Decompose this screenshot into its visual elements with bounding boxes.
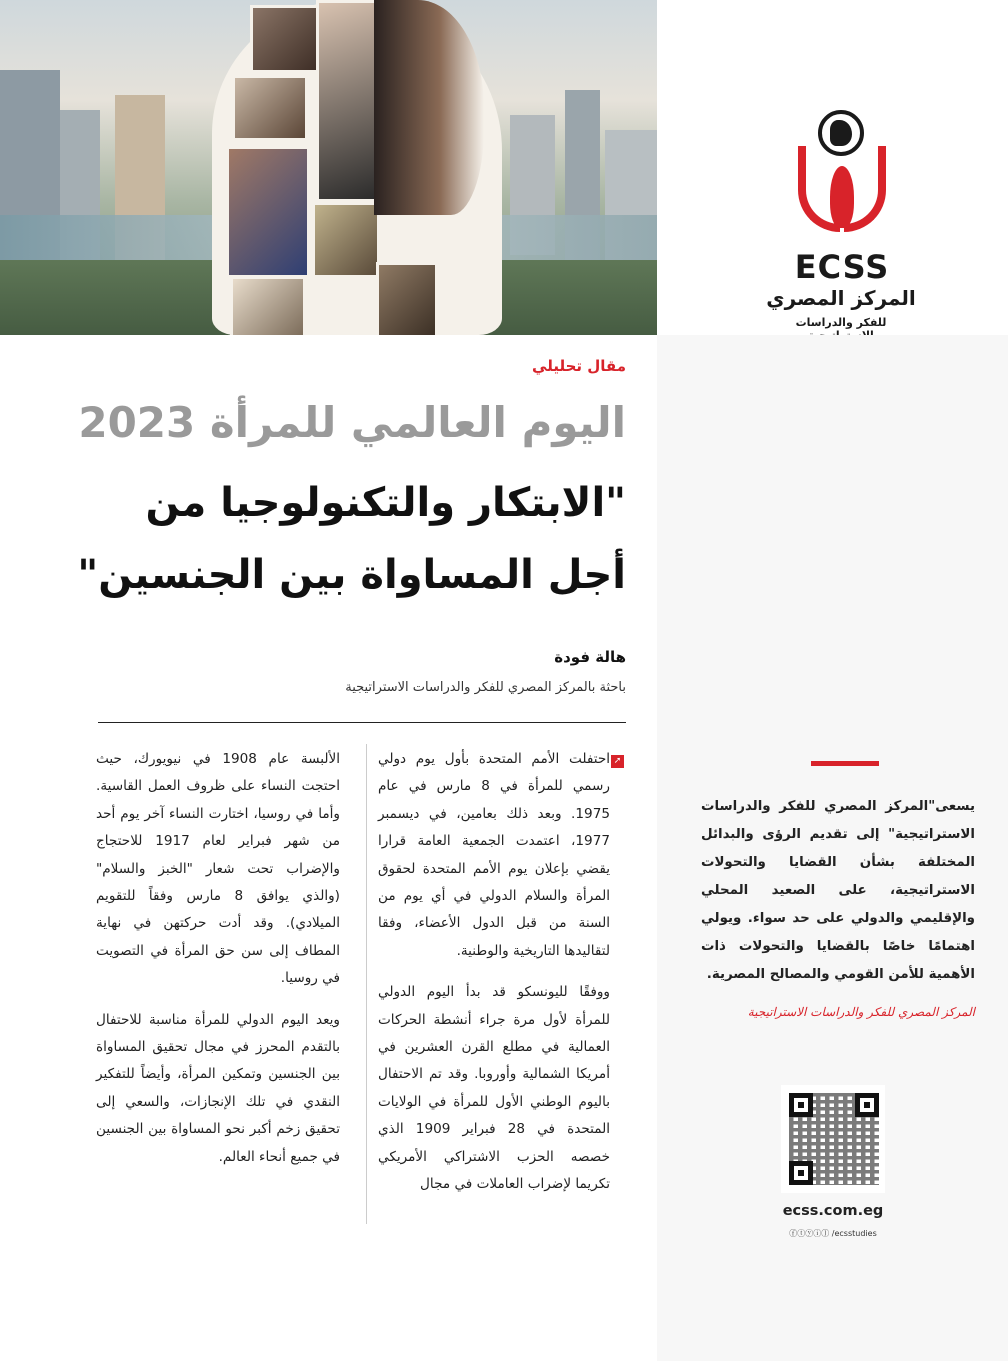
title-line-1: اليوم العالمي للمرأة 2023 xyxy=(78,398,626,447)
website-link[interactable]: ecss.com.eg xyxy=(782,1203,884,1219)
photo-tile xyxy=(376,262,438,335)
signature: المركز المصري للفكر والدراسات الاستراتيجية xyxy=(747,1005,975,1019)
photo-tile xyxy=(232,75,308,141)
article-kicker: مقال تحليلي xyxy=(532,357,626,375)
logo-abbr: ECSS xyxy=(794,248,890,286)
title-line-2: "الابتكار والتكنولوجيا من xyxy=(145,480,626,526)
photo-tile xyxy=(226,146,310,278)
paragraph: ويعد اليوم الدولي للمرأة مناسبة للاحتفال بالتقدم المحرز في مجال تحقيق المساواة بين الجنسين وتمكين المرأة، وأيضاً للتفكير النقدي في تلك الإنجازات، والسعي إلى تحقيق زخم أكبر نحو المساواة بين الجنسين في جميع أنحاء العالم. xyxy=(96,1011,340,1165)
photo-tile xyxy=(250,5,320,73)
about-text: يسعى"المركز المصري للفكر والدراسات الاستراتيجية" إلى تقديم الرؤى والبدائل المختلفة بشأن القضايا والتحولات الاستراتيجية، على الصعيد المحلي والإقليمي والدولي على حد سواء. ويولي اهتمامًا خاصًا بالقضايا والتحولات ذات الأهمية للأمن القومي والمصالح المصرية. xyxy=(701,799,975,982)
divider xyxy=(811,761,879,766)
column-right xyxy=(378,746,610,1213)
paragraph: احتفلت الأمم المتحدة بأول يوم دولي رسمي للمرأة في 8 مارس في عام 1975. وبعد ذلك بعامين، في ديسمبر 1977، اعتمدت الجمعية العامة قرارا يقضي بإعلان يوم الأمم المتحدة لحقوق المرأة والسلام الدولي في أي يوم من السنة من قبل الدول الأعضاء، وفقا لتقاليدها التاريخية والوطنية. xyxy=(378,751,610,959)
logo-subname-ar: للفكر والدراسات xyxy=(795,316,887,329)
ecss-logo xyxy=(766,110,932,360)
photo-tile xyxy=(230,276,306,335)
qr-code[interactable] xyxy=(781,1085,885,1193)
author-name: هالة فودة xyxy=(554,648,626,666)
flame-icon xyxy=(798,146,886,246)
hero-image xyxy=(0,0,657,335)
photo-tile xyxy=(312,202,380,278)
column-divider xyxy=(366,744,367,1224)
sidebar xyxy=(657,335,1008,1361)
woman-profile xyxy=(374,0,484,215)
logo-name-ar: المركز المصري xyxy=(766,286,916,310)
photo-tile xyxy=(316,0,380,202)
paragraph: ووفقًا لليونسكو قد بدأ اليوم الدولي للمرأة لأول مرة جراء أنشطة الحركات العمالية في مطلع القرن العشرين في أمريكا الشمالية وأوروبا. وقد تم الاحتفال باليوم الوطني الأول للمرأة في الولايات المتحدة في 28 فبراير 1909 الذي خصصه الحزب الاشتراكي الأمريكي تكريما لإضراب العاملات في مجال xyxy=(378,984,611,1193)
header-rule xyxy=(98,722,626,723)
paragraph: الألبسة عام 1908 في نيويورك، حيث احتجت النساء على ظروف العمل القاسية. وأما في روسيا، اختارت النساء آخر يوم أحد من شهر فبراير لعام 1917 للاحتجاج والإضراب تحت شعار "الخبز والسلام" (والذي يوافق 8 مارس وفقاً للتقويم الميلادي). وقد أدت حركتهن في نهاية المطاف إلى سن حق المرأة في التصويت في روسيا. xyxy=(96,751,341,987)
author-affiliation: باحثة بالمركز المصري للفكر والدراسات الاستراتيجية xyxy=(345,680,626,695)
social-handle[interactable]: ⓕⓣⓨⓘⓛ /ecsstudies xyxy=(789,1229,877,1238)
arrow-icon: ➚ xyxy=(611,755,624,768)
title-line-3: أجل المساواة بين الجنسين" xyxy=(77,552,626,598)
column-left xyxy=(96,746,340,1185)
